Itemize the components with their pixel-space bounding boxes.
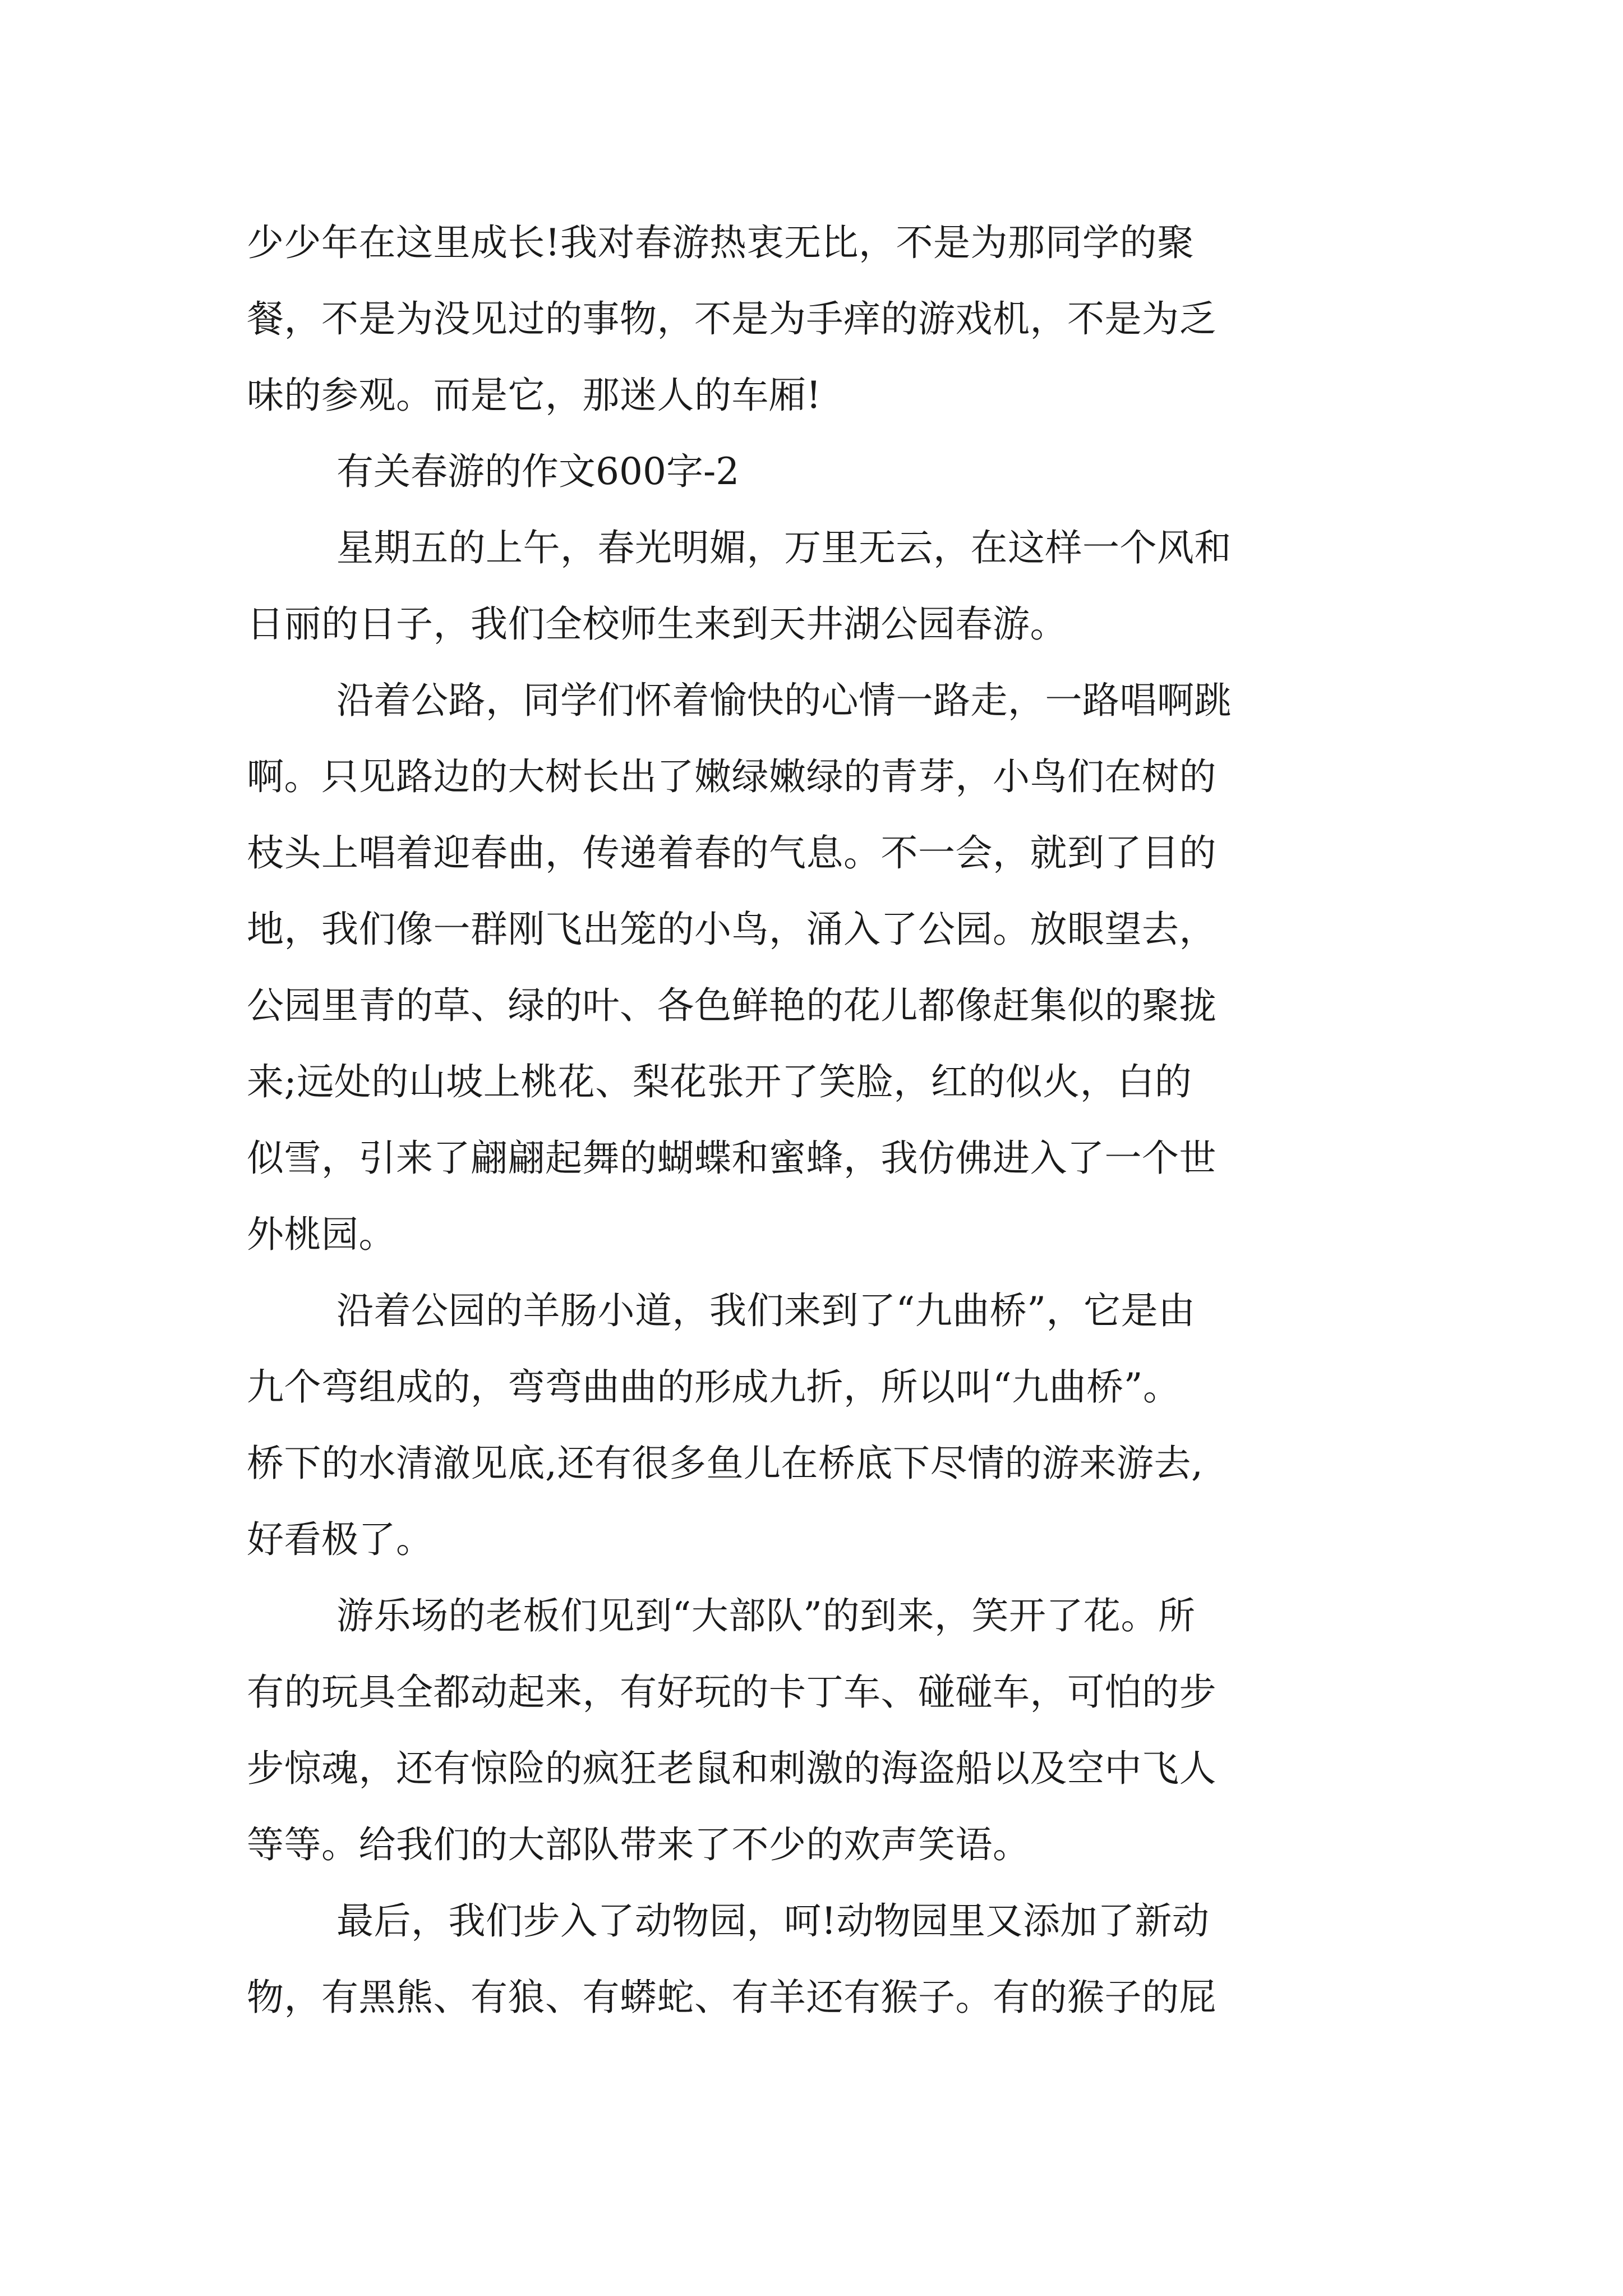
text-line: 似雪，引来了翩翩起舞的蝴蝶和蜜蜂，我仿佛进入了一个世 [247,1137,1216,1180]
text-line: 日丽的日子，我们全校师生来到天井湖公园春游。 [247,602,1067,646]
text-line: 最后，我们步入了动物园，呵!动物园里又添加了新动 [336,1899,1210,1943]
section-title: 有关春游的作文600字-2 [336,450,740,493]
text-line: 地，我们像一群刚飞出笼的小鸟，涌入了公园。放眼望去， [247,908,1216,951]
text-line: 物，有黑熊、有狼、有蟒蛇、有羊还有猴子。有的猴子的屁 [247,1976,1216,2019]
text-line: 枝头上唱着迎春曲，传递着春的气息。不一会，就到了目的 [247,831,1216,875]
text-line: 九个弯组成的，弯弯曲曲的形成九折，所以叫“九曲桥”。 [247,1365,1181,1409]
text-line: 外桃园。 [247,1213,396,1256]
text-line: 公园里青的草、绿的叶、各色鲜艳的花儿都像赶集似的聚拢 [247,984,1216,1027]
text-line: 步惊魂，还有惊险的疯狂老鼠和刺激的海盗船以及空中飞人 [247,1747,1216,1790]
text-line: 少少年在这里成长!我对春游热衷无比，不是为那同学的聚 [247,221,1195,264]
text-line: 有的玩具全都动起来，有好玩的卡丁车、碰碰车，可怕的步 [247,1671,1216,1714]
text-line: 来;远处的山坡上桃花、梨花张开了笑脸，红的似火，白的 [247,1060,1192,1103]
text-line: 沿着公园的羊肠小道，我们来到了“九曲桥”，它是由 [336,1289,1196,1332]
text-line: 沿着公路，同学们怀着愉快的心情一路走，一路唱啊跳 [336,679,1232,722]
text-line: 啊。只见路边的大树长出了嫩绿嫩绿的青芽，小鸟们在树的 [247,755,1216,798]
text-line: 味的参观。而是它，那迷人的车厢! [247,374,822,417]
text-line: 游乐场的老板们见到“大部队”的到来，笑开了花。所 [336,1594,1196,1637]
text-line: 等等。给我们的大部队带来了不少的欢声笑语。 [247,1823,1030,1866]
text-line: 好看极了。 [247,1518,434,1561]
text-line: 餐，不是为没见过的事物，不是为手痒的游戏机，不是为乏 [247,297,1216,341]
text-line: 星期五的上午，春光明媚，万里无云，在这样一个风和 [336,526,1232,569]
text-line: 桥下的水清澈见底,还有很多鱼儿在桥底下尽情的游来游去, [247,1442,1204,1485]
